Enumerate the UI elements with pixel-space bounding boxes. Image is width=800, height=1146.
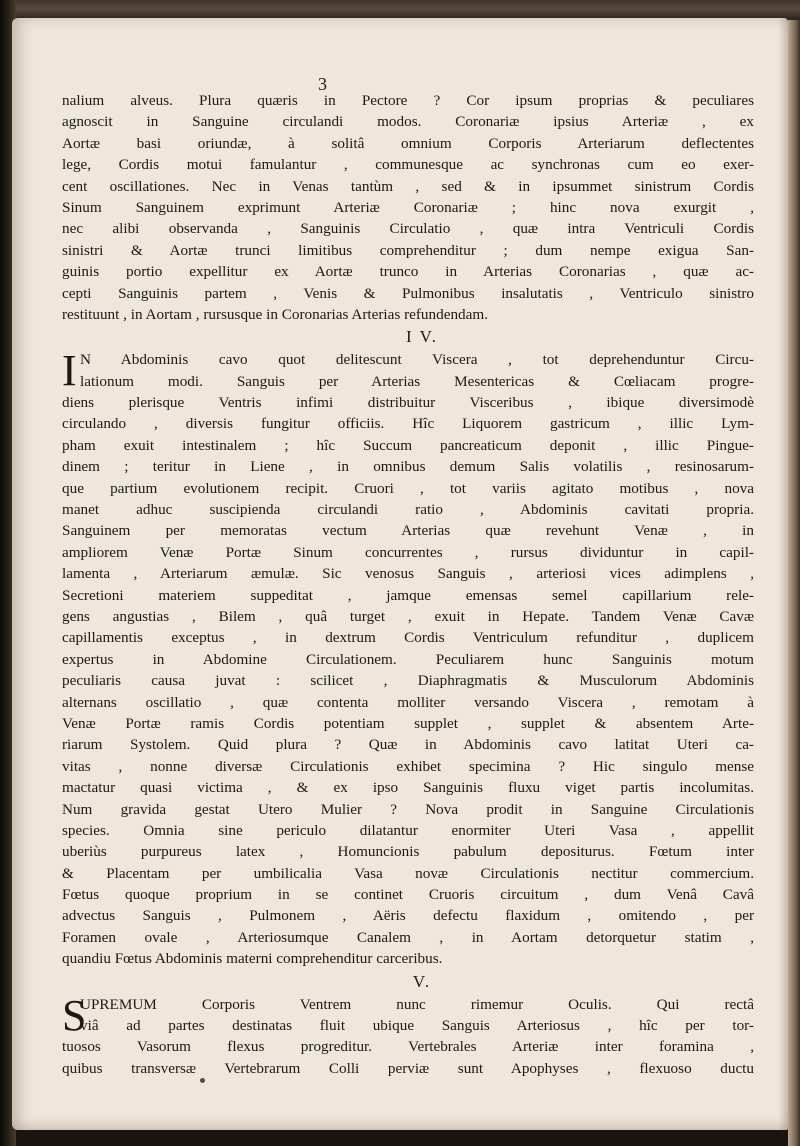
text-line: & Placentam per umbilicalia Vasa novæ Circulationis nectitur commercium. (62, 864, 754, 882)
text-line: cepti Sanguinis partem , Venis & Pulmonibus insalutatis , Ventriculo sinistro (62, 284, 754, 302)
text-line: Secretioni materiem suppeditat , jamque emensas semel capillarium rele- (62, 586, 754, 604)
page-text (62, 90, 754, 1079)
text-line: Aortæ basi oriundæ, à solitâ omnium Corporis Arteriarum deflectentes (62, 134, 754, 152)
text-line: que partium evolutionem recipit. Cruori , tot variis agitato motibus , nova (62, 479, 754, 497)
text-line: Sanguinem per memoratas vectum Arterias quæ revehunt Venæ , in (62, 522, 754, 540)
text-line: Venæ Portæ ramis Cordis potentiam supplet , supplet & absentem Arte- (62, 714, 754, 732)
text-line: Foramen ovale , Arteriosumque Canalem , in Aortam detorquetur statim , (62, 928, 754, 946)
dropcap-i: I (62, 346, 77, 396)
text-line: ampliorem Venæ Portæ Sinum concurrentes , rursus dividuntur in capil- (62, 543, 754, 561)
section-five-heading: V. (412, 971, 432, 991)
text-line: nalium alveus. Plura quæris in Pectore ? Cor ipsum proprias & peculiares (62, 92, 754, 109)
text-line: cent oscillationes. Nec in Venas tantùm , sed & in ipsummet sinistrum Cordis (62, 177, 754, 195)
text-line: viâ ad partes destinatas fluit ubique Sanguis Arteriosus , hîc per tor- (80, 1017, 754, 1035)
text-line: gens angustias , Bilem , quâ turget , exuit in Hepate. Tandem Venæ Cavæ (62, 607, 754, 625)
section-three-tail (62, 90, 754, 325)
text-line: expertus in Abdomine Circulationem. Peculiarem hunc Sanguinis motum (62, 650, 754, 668)
text-line: Sinum Sanguinem exprimunt Arteriæ Coronariæ ; hinc nova exurgit , (62, 198, 754, 216)
book-top-edge (0, 0, 800, 20)
text-line: UPREMUM Corporis Ventrem nunc rimemur Oculis. Qui rectâ (80, 995, 754, 1013)
text-line: agnoscit in Sanguine circulandi modos. Coronariæ ipsius Arteriæ , ex (62, 113, 754, 131)
text-line: capillamentis exceptus , in dextrum Cordis Ventriculum refunditur , duplicem (62, 629, 754, 647)
text-line: restituunt , in Aortam , rursusque in Coronarias Arterias refundendam. (62, 305, 488, 323)
text-line: quandiu Fœtus Abdominis materni comprehenditur carceribus. (62, 950, 443, 968)
text-line: quibus transversæ Vertebrarum Colli perviæ sunt Apophyses , flexuoso ductu (62, 1059, 754, 1077)
text-line: alternans oscillatio , quæ contenta molliter versando Viscera , remotam à (62, 693, 754, 711)
text-line: Fœtus quoque proprium in se continet Cruoris circuitum , dum Venâ Cavâ (62, 886, 754, 904)
text-line: tuosos Vasorum flexus progreditur. Vertebrales Arteriæ inter foramina , (62, 1038, 754, 1056)
text-line: manet adhuc suscipienda circulandi ratio , Abdominis cavitati propria. (62, 501, 754, 519)
text-line: Num gravida gestat Utero Mulier ? Nova prodit in Sanguine Circulationis (62, 800, 754, 818)
section-four (62, 346, 754, 969)
text-line: vitas , nonne diversæ Circulationis exhibet specimina ? Hic singulo mense (62, 757, 754, 775)
page-number: 3 (318, 74, 327, 94)
text-line: circulando , diversis fungitur officiis. Hîc Liquorem gastricum , illic Lym- (62, 415, 754, 433)
text-line: N Abdominis cavo quot delitescunt Viscera , tot deprehenduntur Circu- (80, 351, 754, 369)
text-line: sinistri & Aortæ trunci limitibus comprehenditur ; dum nempe exigua San- (62, 241, 754, 259)
text-line: mactatur quasi victima , & ex ipso Sanguinis fluxu viget partis incolumitas. (62, 779, 754, 797)
text-line: lege, Cordis motui famulantur , communesque ac synchronas cum eo exer- (62, 156, 754, 174)
text-line: riarum Systolem. Quid plura ? Quæ in Abdominis cavo latitat Uteri ca- (62, 736, 754, 754)
section-four-heading: I V. (406, 327, 438, 347)
section-five-lines (62, 990, 754, 1080)
text-line: diens plerisque Ventris infimi distribuitur Visceribus , ibique diversimodè (62, 394, 754, 412)
text-line: advectus Sanguis , Pulmonem , Aëris defectu flaxidum , omitendo , per (62, 907, 754, 925)
text-line: peculiaris causa juvat : scilicet , Diaphragmatis & Musculorum Abdominis (62, 672, 754, 690)
text-line: species. Omnia sine periculo dilatantur enormiter Uteri Vasa , appellit (62, 821, 754, 839)
page-edges (788, 20, 800, 1146)
text-line: nec alibi observanda , Sanguinis Circulatio , quæ intra Ventriculi Cordis (62, 220, 754, 238)
text-line: lationum modi. Sanguis per Arterias Mesentericas & Cœliacam progre- (80, 372, 754, 390)
text-line: pham exuit intestinalem ; hîc Succum pancreaticum deponit , illic Pingue- (62, 436, 754, 454)
text-line: uberiùs purpureus latex , Homuncionis pabulum depositurus. Fœtum inter (62, 843, 754, 861)
text-line: dinem ; teritur in Liene , in omnibus demum Salis volatilis , resinosarum- (62, 458, 754, 476)
dropcap-s: S (62, 990, 87, 1040)
text-line: guinis portio expellitur ex Aortæ trunco in Arterias Coronarias , quæ ac- (62, 263, 754, 281)
section-five (62, 990, 754, 1080)
section-four-lines (62, 346, 754, 969)
text-line: lamenta , Arteriarum æmulæ. Sic venosus Sanguis , arteriosi vices adimplens , (62, 565, 754, 583)
paper-spot (200, 1078, 205, 1083)
